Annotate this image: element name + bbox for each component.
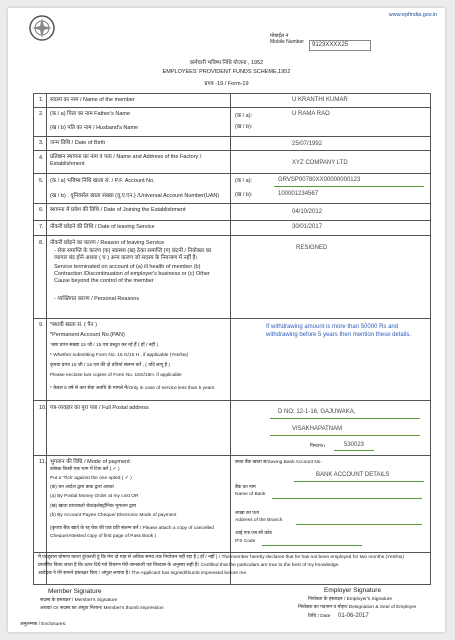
pan-item: * Whether submitting Form No. 15 G/15 H , if applicable (Yes/No) — [50, 353, 189, 358]
row-number: 1. — [39, 97, 44, 103]
joining-date-value[interactable]: 04/10/2012 — [292, 209, 323, 215]
member-signature-label: सदस्य के हस्ताक्षर / Member's Signature — [40, 598, 118, 603]
leaving-reason-label: नौकरी छोड़ने का कारण / Reason of leaving Service — [50, 240, 165, 246]
payment-item: Put a 'Tick' against the one opted ( ✓ ) — [50, 476, 132, 481]
bank-name-label: Name of Bank — [235, 492, 266, 497]
postal-address-label: पत्र-व्यवहार का पूरा पता / Full Postal address — [50, 405, 149, 411]
mobile-label-en: Mobile Number — [270, 39, 304, 45]
tag-a: (क / a): — [235, 113, 253, 119]
mobile-label-hi: मोबाईल नं — [270, 33, 289, 39]
reason-item: - सेवा समाप्ति के कारण (क) स्वास्थ्य (ख) ठेका समाप्ति (ग) छंटनी / नियोक्ता का — [54, 248, 212, 254]
enclosures-label: अनुलग्नक / Enclosures: — [20, 622, 67, 627]
address-line-1[interactable]: D NO: 12-1-16, GAJUWAKA, — [278, 409, 356, 415]
pf-account-value[interactable]: GRVSP00780XX00000000123 — [278, 177, 361, 183]
dob-value[interactable]: 25/07/1992 — [292, 141, 323, 147]
father-name-label: (क / a) पिता का नाम Father's Name — [50, 111, 131, 117]
payment-item: (b) By Account Payee Cheque/ Electronic Mode of payment — [50, 513, 177, 518]
employer-seal-label: नियोक्ता का पदनाम व मोहर/ Designation & Seal of Employer — [298, 605, 417, 610]
establishment-value[interactable]: XYZ COMPANY LTD — [292, 160, 348, 166]
payment-item: (क) धन आदेश द्वारा डाक द्वारा अथवा — [50, 485, 114, 490]
row-number: 9. — [39, 322, 44, 328]
row-number: 10. — [39, 405, 47, 411]
pan-item: *Permanent Account No.(PAN) — [50, 332, 125, 338]
declaration-1: मैं एतद्द्वारा घोषणा करता हूं/करती हूं कि मेरा दो माह से अधिक समय तक नियोजन नहीं रहा है ( हाँ / नहीं ) / The member hereby declares that he has not been employed for two months (Yes/No) — [38, 555, 404, 560]
establishment-label: प्रतिष्ठान स्थापना का नाम व पता / Name and Address of the Factory / Establishment — [50, 154, 202, 167]
tag-a: (क / a): — [235, 178, 253, 184]
row-number: 5. — [39, 178, 44, 184]
pan-note: If withdrawing amount is more than 50000 Rs and withdrawing before 5 years then mention these details. — [266, 324, 412, 338]
mobile-number-field[interactable]: 9123XXXX25 — [309, 40, 371, 51]
pan-item: Please enclose two copies of Form No. 15G/15H, if applicable — [50, 373, 182, 378]
leaving-reason-value[interactable]: RESIGNED — [296, 245, 328, 251]
father-name-value[interactable]: U RAMA RAO — [292, 111, 330, 117]
title-english: EMPLOYEES' PROVIDENT FUNDS SCHEME,1952 — [162, 69, 291, 75]
pan-item: कृपया प्रपत्र 15 जी / 15 एच की दो प्रतियां संलग्न करें , ( यदि लागू है ) — [50, 363, 171, 368]
pin-label: पिन/Pin — [310, 444, 325, 449]
member-name-value[interactable]: U KRANTHI KUMAR — [292, 97, 348, 103]
title-hindi: कर्मचारी भविष्य निधि योजना , 1952 — [189, 60, 264, 66]
mobile-label — [270, 33, 304, 45]
epfo-logo — [28, 14, 56, 42]
row-number: 2. — [39, 111, 44, 117]
date-value[interactable]: 01-06-2017 — [338, 613, 369, 619]
pan-item: *क्या प्रपत्र संख्या 15 जी / 15 एच प्रस्तुत कर रहे हैं ( हाँ / नहीं ) — [50, 343, 158, 348]
pan-label-hi: *स्थायी खाता सं. ( पैन ) — [50, 322, 97, 328]
payment-item: (a) By Postal Money Order at my cost OR — [50, 494, 139, 499]
uan-value[interactable]: 100001234567 — [278, 191, 319, 197]
payment-item: (ख) खाता प्राप्तकर्ता चेक/इलेक्ट्रॉनिक भुगतान द्वारा — [50, 504, 137, 509]
pf-account-label: (क / a) भविष्य निधि खाता सं. / P.F. Account No. — [50, 178, 155, 184]
form-number: प्रपत्र -19 / Form-19 — [204, 81, 249, 87]
pan-item: * केवल 5 वर्ष से कम सेवा अवधि के मामले में/Only in case of service less than 5 years — [50, 386, 215, 391]
reason-item: Contraction /Discontinuation of employer's business or (c) Other — [54, 271, 210, 277]
declaration-3: आवेदक ने मेरे सामने हस्ताक्षर किए / अंगूठा लगाया है। The Applicant has signed/thumb impressed before me. — [38, 571, 248, 576]
form-19-sheet — [8, 8, 445, 632]
tag-b: (ख / b): — [235, 124, 253, 130]
member-thumb-label: अथवा/ Or सदस्य का अंगूठा निशान/ Member's thumb impression — [40, 606, 164, 611]
row-number: 6. — [39, 207, 44, 213]
payment-item: कोष्ठक किसी एक भाग में टिक करें ( ✓ ) — [50, 467, 120, 472]
reason-item: Service terminated on account of (a) ill health of member (b) — [54, 264, 201, 270]
row-number: 3. — [39, 140, 44, 146]
member-signature-title: Member Signature — [48, 588, 102, 595]
ifsc-label: IFS Code — [235, 539, 256, 544]
dob-label: जन्म तिथि / Date of Birth — [50, 140, 106, 146]
reason-item: व्यापार बंद होने अथवा ( घ ) अन्य कारण जो सदस्य के नियन्त्रण में नहीं है। — [54, 255, 198, 261]
row-number: 8. — [39, 240, 44, 246]
bank-details-value[interactable]: BANK ACCOUNT DETAILS — [316, 472, 390, 478]
bank-account-label: बचत बैंक खाता सं/Saving Bank Account No. — [235, 460, 322, 465]
row-number: 7. — [39, 224, 44, 230]
bank-name-hi: बैंक का नाम — [235, 485, 256, 490]
leaving-date-label: नौकरी छोड़ने की तिथि / Date of leaving Service — [50, 224, 155, 230]
uan-label: (ख / b) . यूनिवर्सल खाता संख्या (यू.ए.एन.) /Universal Account Number(UAN) — [50, 193, 220, 199]
form-table — [33, 93, 431, 585]
branch-hi: शाखा का पता — [235, 511, 259, 516]
husband-name-label: (ख / b) पति का नाम / Husband's Name — [50, 125, 139, 131]
leaving-date-value[interactable]: 30/01/2017 — [292, 224, 323, 230]
branch-label: Address of the Branch — [235, 518, 283, 523]
payment-item: Cheque/Attested copy of first page of Pass Book ) — [50, 534, 157, 539]
website-link[interactable]: www.epfindia.gov.in — [388, 12, 437, 18]
declaration-2: प्रमाणित किया जाता है कि ऊपर दिये गये विवरण मेरी जानकारी एवं विश्वास के अनुसार सही हैं। Certified that the particulars are true to the best of my knowledge. — [38, 563, 340, 568]
employer-signature-label: नियोक्ता के हस्ताक्षर / Employer's Signature — [308, 597, 393, 602]
payment-item: (कृपया बैंक खाते के रद्द चेक की एक प्रति संलग्न करें / Please attach a copy of cancelled — [50, 526, 214, 531]
tag-b: (ख / b): — [235, 192, 253, 198]
payment-mode-label: भुगतान की विधि / Mode of payment: — [50, 459, 132, 465]
reason-item: - व्यक्तिगत कारण / Personal Reasons — [54, 296, 140, 302]
address-line-2[interactable]: VISAKHAPATNAM — [292, 426, 343, 432]
pin-value[interactable]: 530023 — [344, 442, 365, 448]
row-number: 11. — [39, 459, 47, 465]
joining-date-label: स्थापना में प्रवेश की तिथि / Date of Joining the Establishment — [50, 207, 186, 213]
date-label: तिथि / Date — [308, 614, 331, 619]
employer-signature-title: Employer Signature — [324, 587, 382, 594]
member-name-label: सदस्य का नाम / Name of the member — [50, 97, 135, 103]
ifsc-hi: आई.एफ.एस.सी कोड — [235, 531, 272, 536]
row-number: 4. — [39, 155, 44, 161]
reason-item: Cause beyond the control of the member — [54, 278, 154, 284]
